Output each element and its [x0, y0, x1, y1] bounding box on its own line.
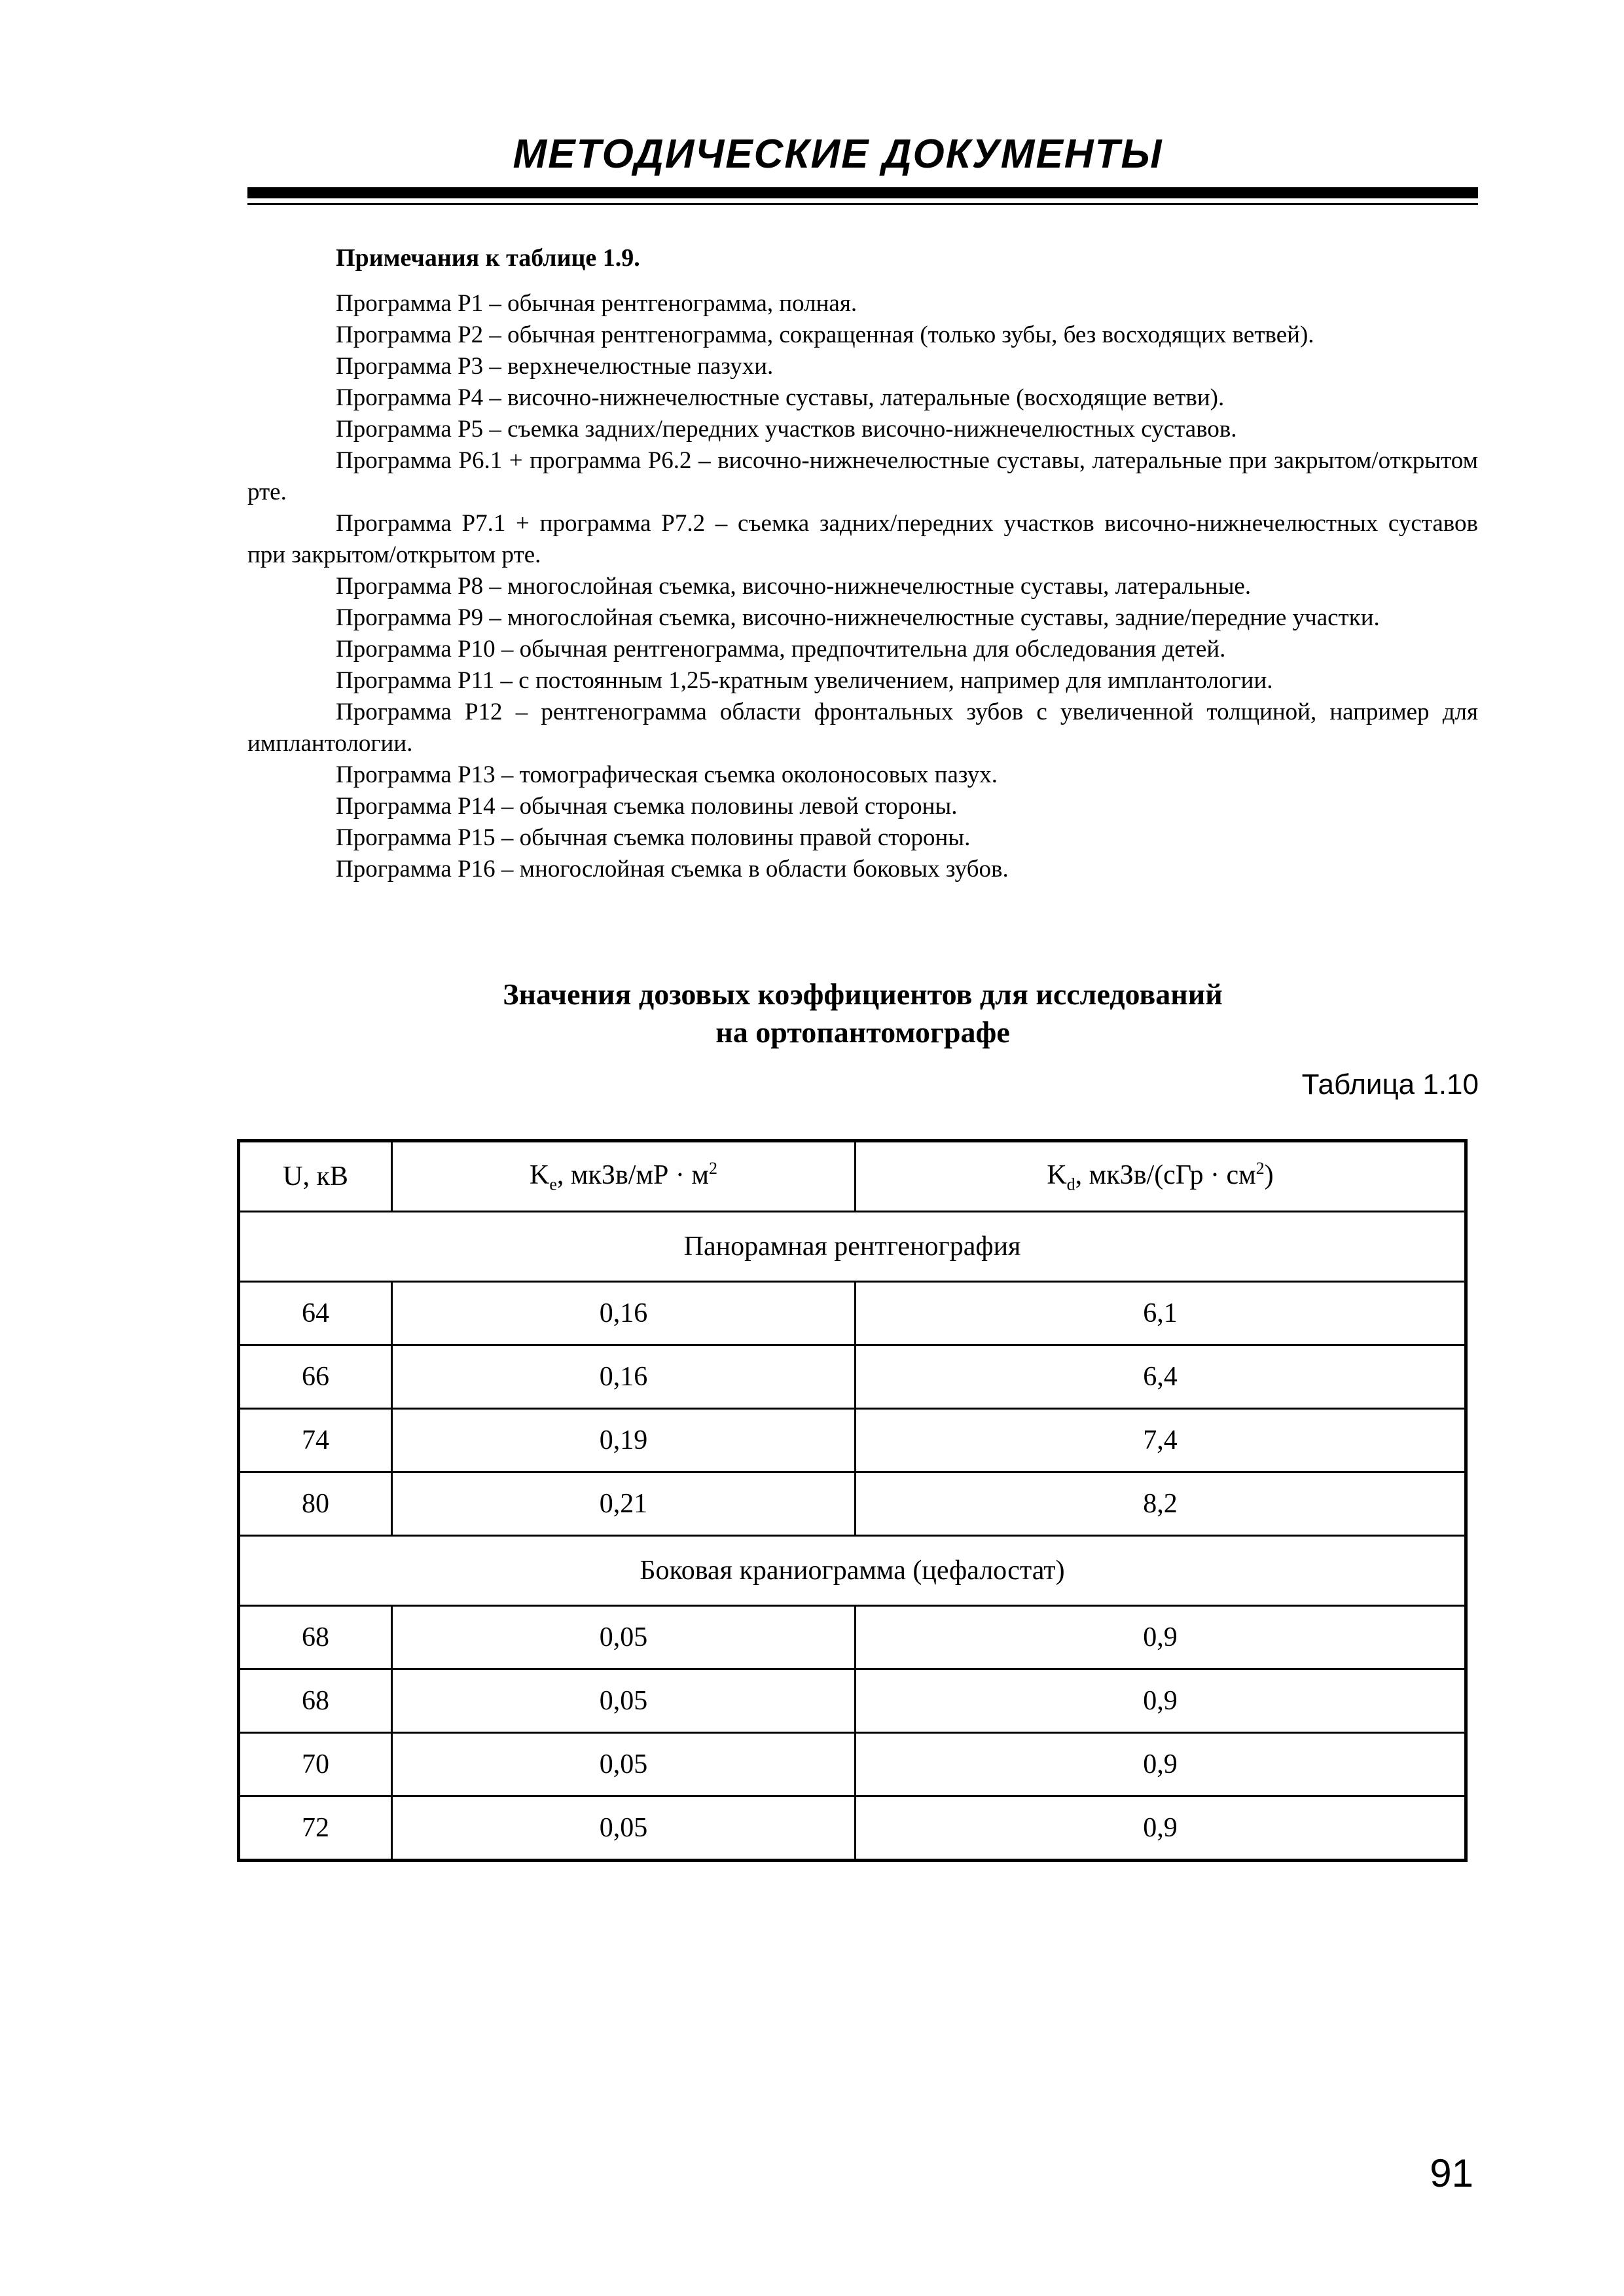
- cell-kd: 7,4: [856, 1409, 1466, 1472]
- header-ke: $K_e$, мкЗв/мР · $м^2$: [392, 1141, 856, 1212]
- cell-kd: 6,1: [856, 1282, 1466, 1345]
- cell-kd: 0,9: [856, 1733, 1466, 1796]
- cell-ke: 0,05: [392, 1669, 856, 1733]
- header-rule-thin: [247, 203, 1478, 205]
- notes-heading: Примечания к таблице 1.9.: [336, 244, 640, 272]
- note-line: Программа Р3 – верхнечелюстные пазухи.: [336, 353, 774, 380]
- header-kd: $K_d$, мкЗв/(сГр · $см^2$): [856, 1141, 1466, 1212]
- table-row: [239, 1282, 1466, 1345]
- cell-kd: 0,9: [856, 1796, 1466, 1861]
- note-line: Программа Р11 – с постоянным 1,25-кратным увеличением, например для имплантологии.: [336, 667, 1273, 694]
- note-line: Программа Р5 – съемка задних/передних участков височно-нижнечелюстных суставов.: [336, 416, 1237, 443]
- cell-u: 64: [239, 1282, 392, 1345]
- table-row: [239, 1733, 1466, 1796]
- table-header-row: [239, 1141, 1466, 1212]
- cell-u: 68: [239, 1606, 392, 1669]
- cell-kd: 8,2: [856, 1472, 1466, 1536]
- cell-u: 72: [239, 1796, 392, 1861]
- note-line: Программа Р15 – обычная съемка половины правой стороны.: [336, 824, 971, 851]
- note-line: Программа Р16 – многослойная съемка в области боковых зубов.: [336, 856, 1009, 883]
- section-cephalostat: Боковая краниограмма (цефалостат): [239, 1536, 1466, 1606]
- cell-kd: 6,4: [856, 1345, 1466, 1409]
- table-notes: [247, 242, 1478, 885]
- note-line: Программа Р10 – обычная рентгенограмма, предпочтительна для обследования детей.: [336, 636, 1226, 663]
- table-title: [247, 975, 1478, 1051]
- table-row: [239, 1669, 1466, 1733]
- cell-u: 70: [239, 1733, 392, 1796]
- header-u: U, кВ: [239, 1141, 392, 1212]
- note-line: Программа Р6.1 + программа Р6.2 – височно-нижнечелюстные суставы, латеральные при закрытом/открытом рте.: [247, 447, 1478, 505]
- section-row: [239, 1536, 1466, 1606]
- cell-kd: 0,9: [856, 1669, 1466, 1733]
- note-line: Программа Р9 – многослойная съемка, височно-нижнечелюстные суставы, задние/передние участки.: [336, 604, 1380, 631]
- cell-ke: 0,21: [392, 1472, 856, 1536]
- cell-ke: 0,19: [392, 1409, 856, 1472]
- table-row: [239, 1345, 1466, 1409]
- cell-ke: 0,16: [392, 1345, 856, 1409]
- cell-u: 68: [239, 1669, 392, 1733]
- dose-coefficients-table: [237, 1139, 1468, 1862]
- note-line: Программа Р1 – обычная рентгенограмма, полная.: [336, 290, 857, 317]
- header-rule-thick: [247, 187, 1478, 198]
- table-title-line: на ортопантомографе: [715, 1015, 1010, 1049]
- note-line: Программа Р2 – обычная рентгенограмма, сокращенная (только зубы, без восходящих ветвей).: [336, 321, 1314, 348]
- cell-u: 66: [239, 1345, 392, 1409]
- note-line: Программа Р14 – обычная съемка половины левой стороны.: [336, 793, 958, 820]
- cell-ke: 0,05: [392, 1733, 856, 1796]
- cell-u: 80: [239, 1472, 392, 1536]
- cell-ke: 0,05: [392, 1606, 856, 1669]
- table-title-line: Значения дозовых коэффициентов для исследований: [503, 977, 1223, 1011]
- table-row: [239, 1409, 1466, 1472]
- cell-ke: 0,05: [392, 1796, 856, 1861]
- cell-kd: 0,9: [856, 1606, 1466, 1669]
- note-line: Программа Р7.1 + программа Р7.2 – съемка задних/передних участков височно-нижнечелюстных суставов при закрытом/открытом рте.: [247, 510, 1478, 568]
- section-panoramic: Панорамная рентгенография: [239, 1212, 1466, 1282]
- table-row: [239, 1472, 1466, 1536]
- running-header: МЕТОДИЧЕСКИЕ ДОКУМЕНТЫ: [513, 132, 1163, 177]
- note-line: Программа Р4 – височно-нижнечелюстные суставы, латеральные (восходящие ветви).: [336, 384, 1225, 411]
- table-label: Таблица 1.10: [1301, 1068, 1479, 1101]
- note-line: Программа Р13 – томографическая съемка околоносовых пазух.: [336, 761, 998, 788]
- page-number: 91: [1430, 2151, 1473, 2195]
- table-row: [239, 1606, 1466, 1669]
- table-row: [239, 1796, 1466, 1861]
- cell-ke: 0,16: [392, 1282, 856, 1345]
- section-row: [239, 1212, 1466, 1282]
- note-line: Программа Р8 – многослойная съемка, височно-нижнечелюстные суставы, латеральные.: [336, 573, 1252, 600]
- cell-u: 74: [239, 1409, 392, 1472]
- note-line: Программа Р12 – рентгенограмма области фронтальных зубов с увеличенной толщиной, например для имплантологии.: [247, 699, 1478, 757]
